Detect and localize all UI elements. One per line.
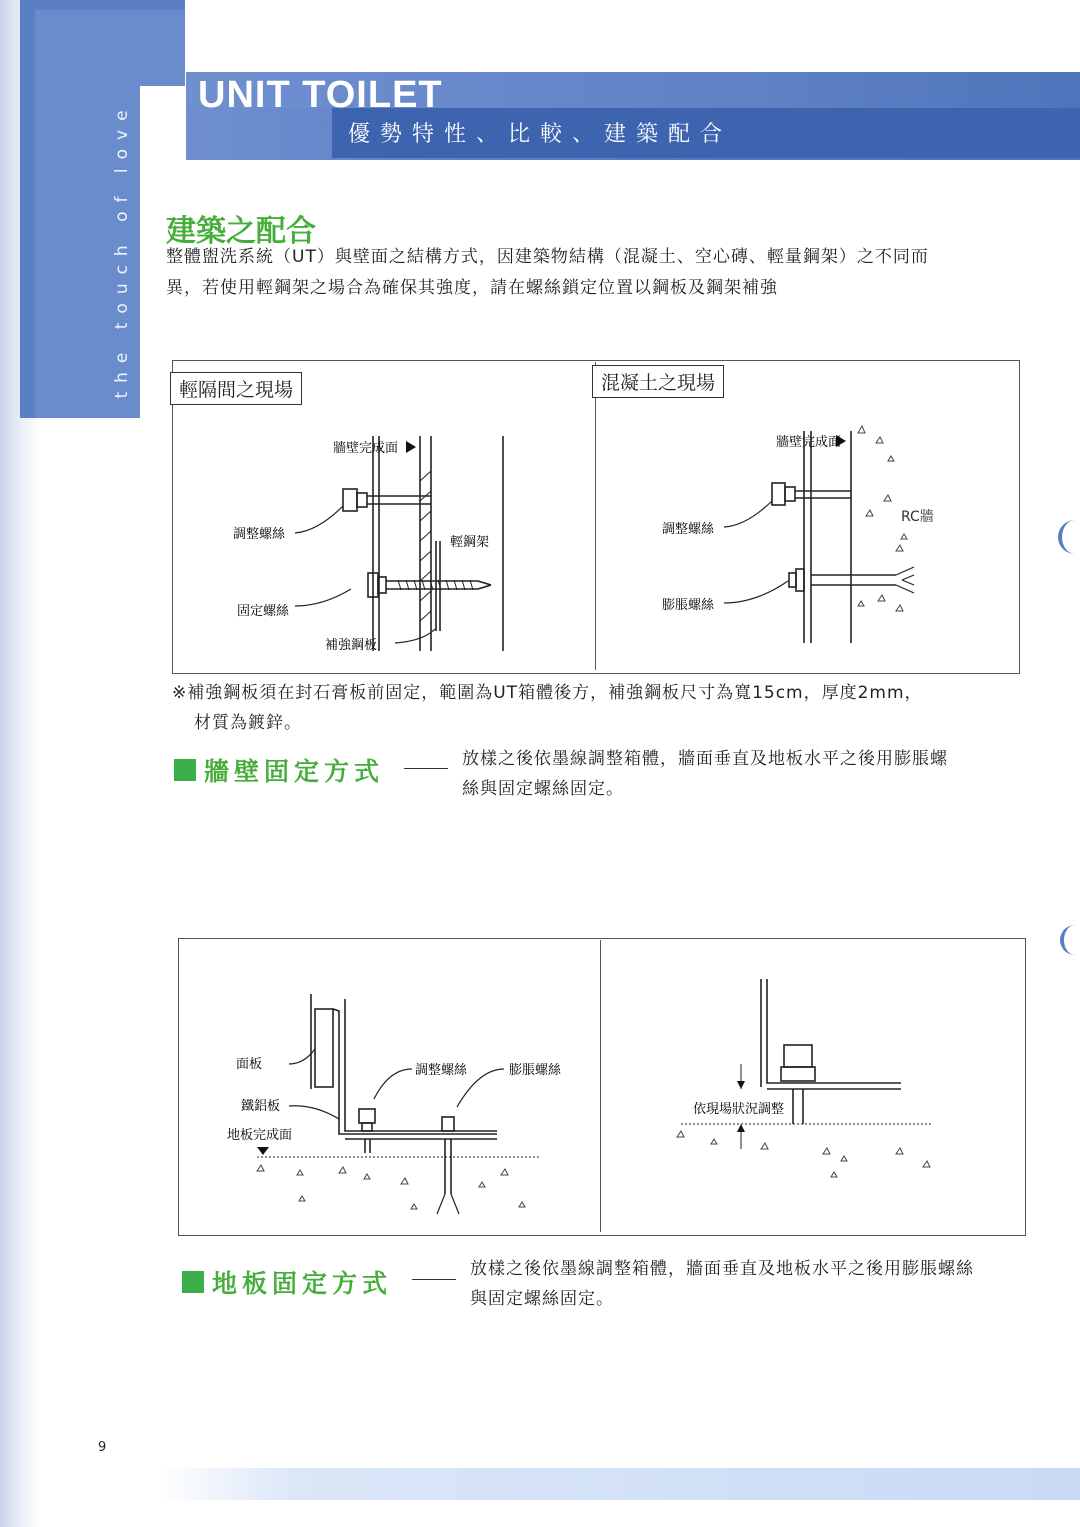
floor-method-desc: 放樣之後依墨線調整箱體，牆面垂直及地板水平之後用膨脹螺絲 與固定螺絲固定。 xyxy=(470,1259,974,1309)
concrete-title: 混凝土之現場 xyxy=(592,365,724,398)
page-number: 9 xyxy=(98,1440,107,1455)
page-title: UNIT TOILET xyxy=(198,74,443,116)
light-partition-title: 輕隔間之現場 xyxy=(170,372,302,405)
label-expansion-screw-rc: 膨脹螺絲 xyxy=(662,598,715,613)
footer-band xyxy=(158,1468,1080,1500)
wall-method-heading: 牆壁固定方式 xyxy=(174,752,384,788)
label-expansion-screw-floor: 膨脹螺絲 xyxy=(509,1063,562,1078)
label-site-adjust: 依現場狀況調整 xyxy=(693,1102,785,1117)
label-adjust-screw-rc: 調整螺絲 xyxy=(662,522,715,537)
intro-line-1: 整體盥洗系統（UT）與壁面之結構方式，因建築物結構（混凝土、空心磚、輕量鋼架）之不同而 xyxy=(166,247,929,267)
floor-method-heading: 地板固定方式 xyxy=(182,1264,392,1300)
label-floor-finish: 地板完成面 xyxy=(227,1128,293,1143)
label-adjust-screw: 調整螺絲 xyxy=(233,527,286,542)
light-partition-drawing xyxy=(173,361,593,671)
label-steel-plate: 鐵鋁板 xyxy=(241,1099,281,1114)
label-rc-wall: RC牆 xyxy=(901,509,934,525)
floor-right-drawing xyxy=(601,939,1023,1233)
label-panel: 面板 xyxy=(236,1057,263,1072)
page-subtitle: 優勢特性、比較、建築配合 xyxy=(348,122,733,147)
green-square-icon xyxy=(182,1271,204,1293)
label-fix-screw: 固定螺絲 xyxy=(237,604,290,619)
reinforce-note xyxy=(172,678,1032,738)
label-wall-finish-rc: 牆壁完成面 xyxy=(776,435,842,450)
sidebar-vertical-text: the touch of love xyxy=(112,101,132,399)
wall-method-dash xyxy=(404,768,448,769)
label-adjust-screw-floor: 調整螺絲 xyxy=(415,1063,468,1078)
label-wall-finish: 牆壁完成面 xyxy=(333,441,399,456)
concrete-drawing xyxy=(596,361,1016,671)
section-title: 建築之配合 xyxy=(166,214,316,249)
note-line-2: 材質為鍍鋅。 xyxy=(194,713,302,733)
note-line-1: ※補強鋼板須在封石膏板前固定，範圍為UT箱體後方，補強鋼板尺寸為寬15cm，厚度2mm， xyxy=(172,683,923,703)
floor-method-dash xyxy=(412,1279,456,1280)
green-square-icon xyxy=(174,759,196,781)
floor-left-drawing xyxy=(179,939,599,1233)
intro-paragraph xyxy=(166,242,1046,304)
label-light-steel: 輕鋼架 xyxy=(450,535,490,550)
label-reinforce-plate: 補強鋼板 xyxy=(325,638,378,653)
intro-line-2: 異，若使用輕鋼架之場合為確保其強度，請在螺絲鎖定位置以鋼板及鋼架補強 xyxy=(166,278,778,298)
wall-method-desc: 放樣之後依墨線調整箱體，牆面垂直及地板水平之後用膨脹螺 絲與固定螺絲固定。 xyxy=(462,749,948,799)
